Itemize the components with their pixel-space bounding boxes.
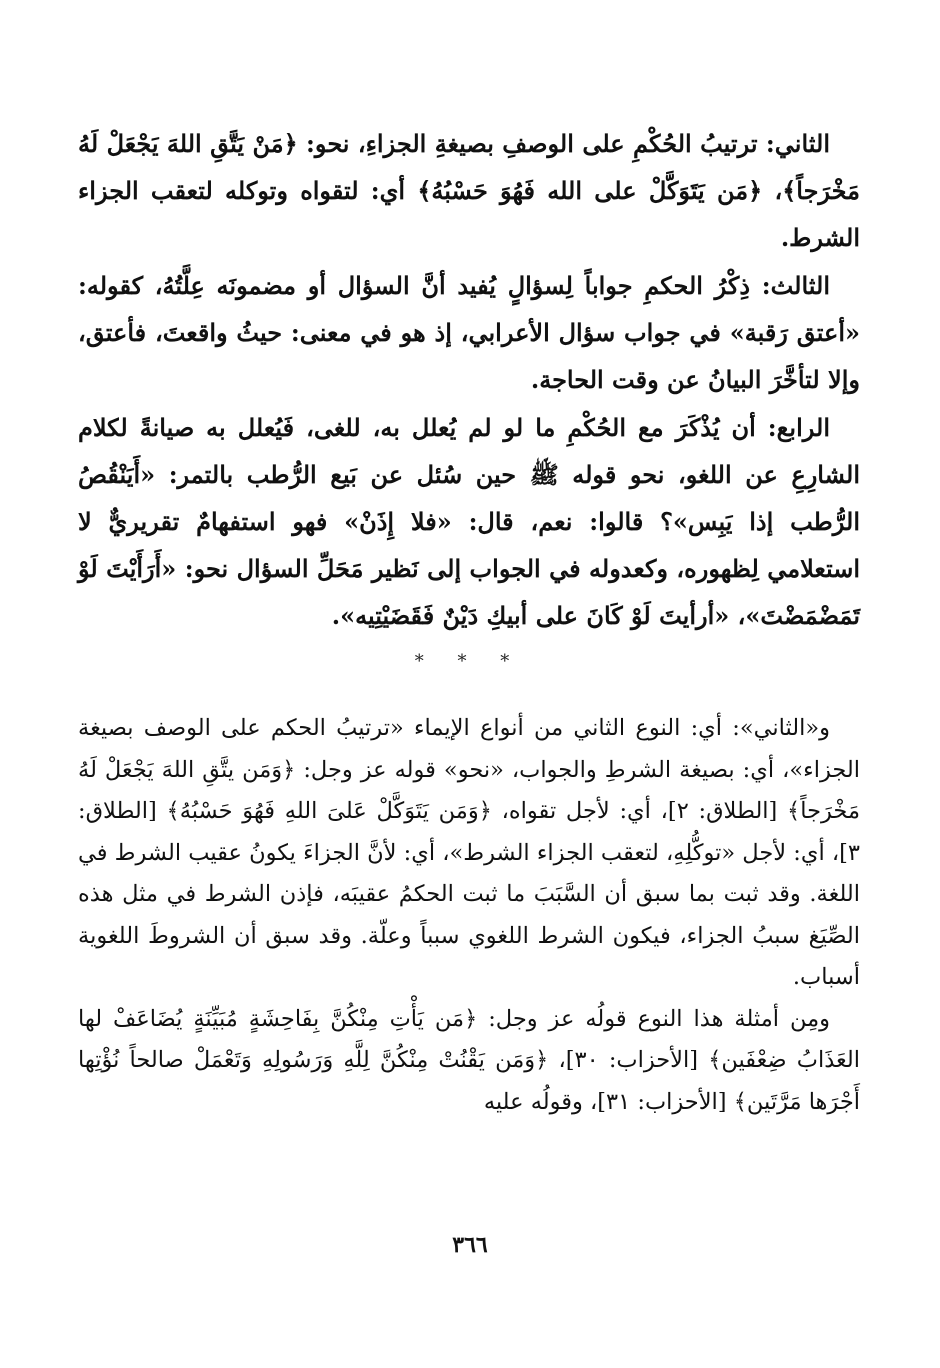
- page-number: ٣٦٦: [452, 1232, 488, 1258]
- matn-paragraph-third: الثالث: ذِكْرُ الحكمِ جواباً لِسؤالٍ يُفيد أنَّ السؤال أو مضمونَه عِلَّتُهُ، كقوله: «أعتق رَقبة» في جواب سؤال الأعرابي، إذ هو في معنى: حيثُ واقعتَ، فأعتق، وإلا لتأخَّرَ البيانُ عن وقت الحاجة.: [78, 271, 860, 394]
- sharh-paragraph-first: و«الثاني»: أي: النوع الثاني من أنواع الإيماء «ترتيبُ الحكم على الوصف بصيغة الجزاء»، أي: بصيغة الشرطِ والجواب، «نحو» قوله عز وجل: ﴿وَمَن يتَّقِ اللهَ يَجْعَلْ لَهُ مَخْرَجاً﴾ [الطلاق: ٢]، أي: لأجل تقواه، ﴿وَمَن يَتَوَكَّلْ عَلىَ اللهِ فَهُوَ حَسْبُهُ﴾ [الطلاق: ٣]، أي: لأجل «توكُّلِهِ، لتعقب الجزاء الشرط»، أي: لأنَّ الجزاءَ يكونُ عقيب الشرط في اللغة. وقد ثبت بما سبق أن السَّبَبَ ما ثبت الحكمُ عقيبَه، فإذن الشرط في مثل هذه الصِّيَغ سببُ الجزاء، فيكون الشرط اللغوي سبباً وعلّة. وقد سبق أن الشروطَ اللغوية أسباب.: [78, 715, 860, 990]
- page-body: [78, 120, 860, 1123]
- sharh-section: [78, 708, 860, 1123]
- section-separator: * * *: [414, 651, 524, 672]
- matn-paragraph-fourth: الرابع: أن يُذْكَرَ مع الحُكْمِ ما لو لم يُعلل به، للغى، فَيُعلل به صيانةً لكلام الشارِعِ عن اللغو، نحو قوله ﷺ حين سُئل عن بَيع الرُّطب بالتمر: «أَيَنْقُصُ الرُّطب إذا يَبِس»؟ قالوا: نعم، قال: «فلا إِذَنْ» فهو استفهامٌ تقريريٌّ لا استعلامي لِظهوره، وكعدوله في الجواب إلى نَظير مَحَلِّ السؤال نحو: «أَرَأَيْتَ لَوْ تَمَضْمَضْتَ»، «أرأيتَ لَوْ كَانَ على أبيكِ دَيْنٌ فَقَضَيْتِيه».: [78, 413, 860, 630]
- matn-section: [78, 120, 860, 639]
- sharh-paragraph-second: ومِن أمثلة هذا النوع قولُه عز وجل: ﴿مَن يَأْتِ مِنْكُنَّ بِفَاحِشَةٍ مُبَيِّنَةٍ يُضَاعَفْ لها العَذَابُ ضِعْفَين﴾ [الأحزاب: ٣٠]، ﴿وَمَن يَقْنُتْ مِنْكُنَّ لِلَّهِ وَرَسُولِهِ وَتَعْمَلْ صالحاً نُؤْتِها أَجْرَها مَرَّتَين﴾ [الأحزاب: ٣١]، وقولُه عليه: [78, 1005, 860, 1115]
- matn-paragraph-second: الثاني: ترتيبُ الحُكْمِ على الوصفِ بصيغةِ الجزاءِ، نحو: ﴿مَنْ يَتَّقِ اللهَ يَجْعَلْ لَهُ مَخْرَجاً﴾، ﴿مَن يَتَوَكَّلْ على الله فَهُوَ حَسْبُهُ﴾ أي: لتقواه وتوكله لتعقب الجزاء الشرط.: [78, 129, 860, 252]
